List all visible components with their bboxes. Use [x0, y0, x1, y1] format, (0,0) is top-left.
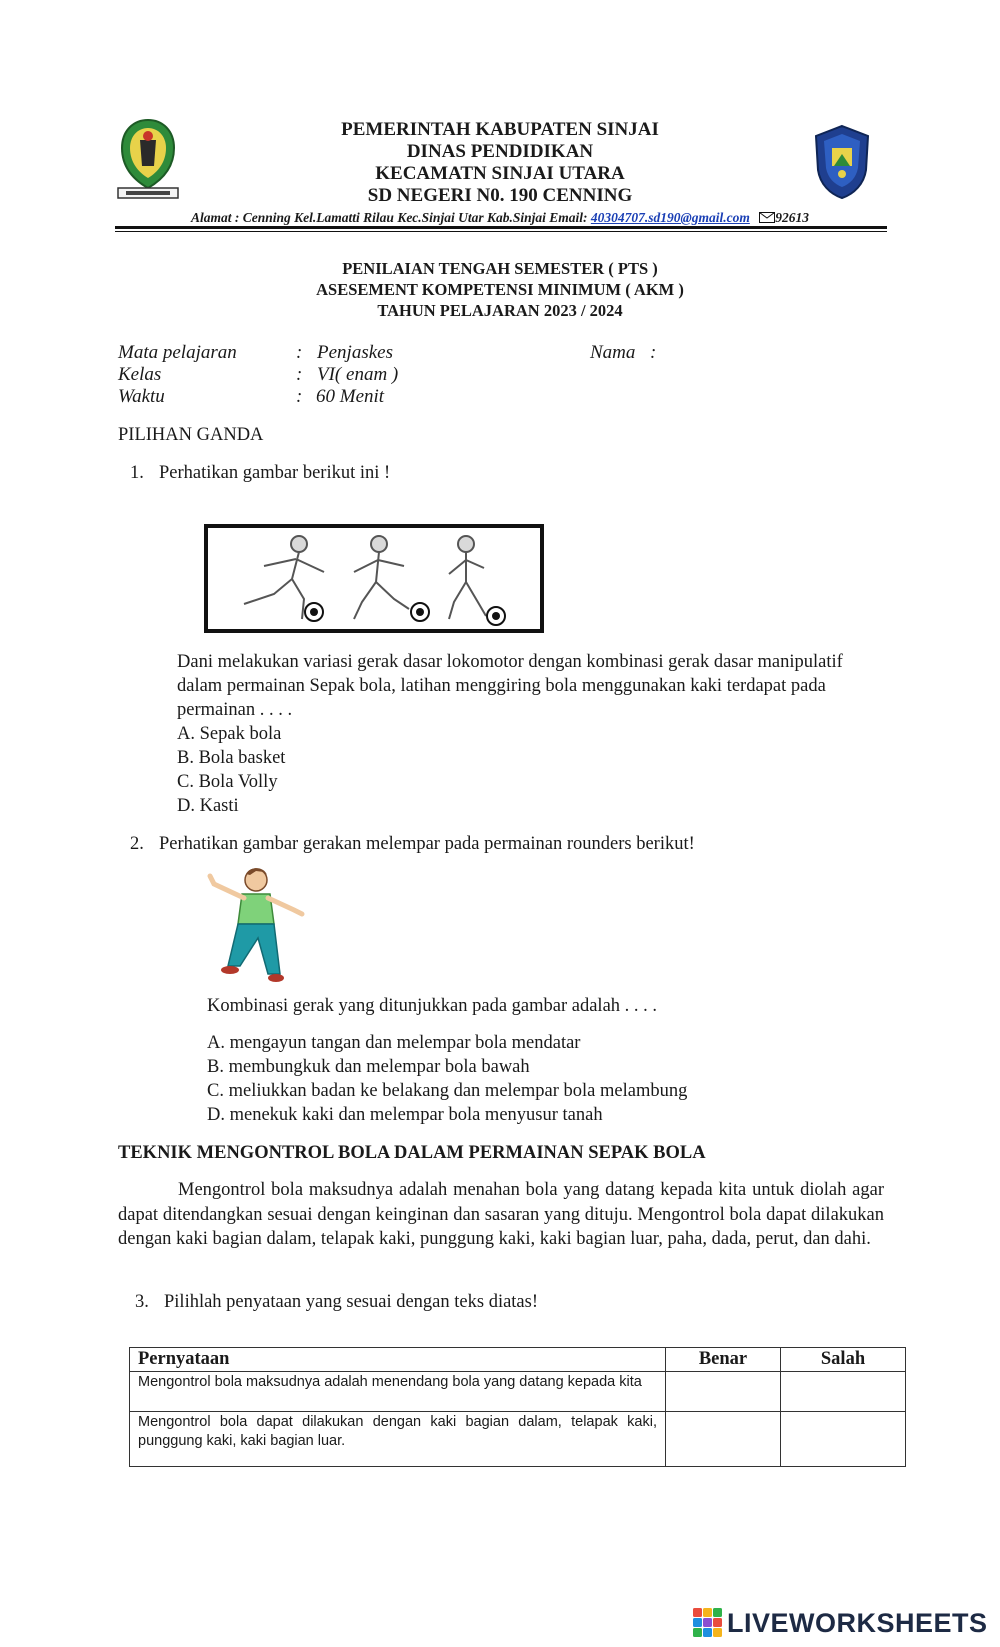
q1-text-line-2: dalam permainan Sepak bola, latihan menggiring bola menggunakan kaki terdapat pada	[177, 676, 826, 696]
dribbling-illustration	[204, 524, 544, 633]
address-line	[0, 210, 1000, 227]
exam-title-2: ASESEMENT KOMPETENSI MINIMUM ( AKM )	[316, 280, 684, 299]
q2-option-b[interactable]: B. membungkuk dan melempar bola bawah	[207, 1057, 530, 1077]
header-divider-thin	[115, 231, 887, 232]
header-divider-thick	[115, 226, 887, 229]
statement-cell: Mengontrol bola maksudnya adalah menendang bola yang datang kepada kita	[130, 1372, 666, 1412]
subject-colon: :	[296, 342, 303, 363]
q3-number: 3.	[135, 1292, 149, 1312]
name-colon: :	[650, 342, 657, 363]
class-colon: :	[296, 364, 303, 385]
true-cell[interactable]	[666, 1372, 781, 1412]
class-value: VI( enam )	[317, 364, 399, 385]
time-label: Waktu	[118, 386, 165, 407]
header-false: Salah	[781, 1348, 906, 1372]
q2-prompt: Perhatikan gambar gerakan melempar pada permainan rounders berikut!	[159, 834, 695, 854]
class-label: Kelas	[118, 364, 162, 385]
table-row	[130, 1372, 906, 1412]
time-value: 60 Menit	[316, 386, 385, 407]
q1-option-b[interactable]: B. Bola basket	[177, 748, 286, 768]
section-heading: TEKNIK MENGONTROL BOLA DALAM PERMAINAN SEPAK BOLA	[118, 1143, 706, 1163]
q2-number: 2.	[130, 834, 144, 854]
header-line-1: PEMERINTAH KABUPATEN SINJAI	[341, 119, 659, 140]
header-line-3: KECAMATN SINJAI UTARA	[375, 163, 625, 184]
header-line-2: DINAS PENDIDIKAN	[406, 141, 594, 162]
liveworksheets-icon	[693, 1608, 723, 1638]
q2-question: Kombinasi gerak yang ditunjukkan pada gambar adalah . . . .	[207, 996, 658, 1016]
exam-title-1: PENILAIAN TENGAH SEMESTER ( PTS )	[342, 259, 658, 278]
liveworksheets-text: LIVEWORKSHEETS	[727, 1608, 988, 1638]
mail-icon	[759, 211, 775, 227]
false-cell[interactable]	[781, 1412, 906, 1467]
liveworksheets-logo	[693, 1606, 993, 1640]
reading-paragraph: Mengontrol bola maksudnya adalah menahan bola yang datang kepada kita untuk diolah agar dapat ditendangkan sesuai dengan keinginan dan sasaran yang dituju. Mengontrol bola dapat dilakukan dengan kaki bagian dalam, telapak kaki, punggung kaki, kaki bagian luar, paha, dada, perut, dan dahi.	[118, 1180, 884, 1249]
time-colon: :	[296, 386, 303, 407]
q1-text-line-1: Dani melakukan variasi gerak dasar lokomotor dengan kombinasi gerak dasar manipulatif	[177, 652, 843, 672]
q1-option-a[interactable]: A. Sepak bola	[177, 724, 282, 744]
table-header-row	[130, 1348, 906, 1372]
header-line-4: SD NEGERI N0. 190 CENNING	[367, 185, 633, 206]
section-multiple-choice: PILIHAN GANDA	[118, 425, 264, 445]
false-cell[interactable]	[781, 1372, 906, 1412]
true-cell[interactable]	[666, 1412, 781, 1467]
q1-number: 1.	[130, 463, 144, 483]
table-row	[130, 1412, 906, 1467]
q1-text-line-3: permainan . . . .	[177, 700, 293, 720]
q1-option-d[interactable]: D. Kasti	[177, 796, 239, 816]
q2-option-c[interactable]: C. meliukkan badan ke belakang dan melempar bola melambung	[207, 1081, 688, 1101]
throwing-illustration	[206, 866, 312, 986]
exam-title-3: TAHUN PELAJARAN 2023 / 2024	[377, 301, 623, 320]
statement-cell: Mengontrol bola dapat dilakukan dengan kaki bagian dalam, telapak kaki, punggung kaki, kaki bagian luar.	[130, 1412, 666, 1467]
q1-prompt: Perhatikan gambar berikut ini !	[159, 463, 391, 483]
q2-option-d[interactable]: D. menekuk kaki dan melempar bola menyusur tanah	[207, 1105, 603, 1125]
q1-option-c[interactable]: C. Bola Volly	[177, 772, 278, 792]
header-statement: Pernyataan	[130, 1348, 666, 1372]
subject-value: Penjaskes	[317, 342, 393, 363]
statement-table	[129, 1347, 906, 1467]
postal-code: 92613	[775, 210, 809, 225]
subject-label: Mata pelajaran	[118, 342, 237, 363]
email-link[interactable]: 40304707.sd190@gmail.com	[590, 210, 750, 225]
q3-prompt: Pilihlah penyataan yang sesuai dengan teks diatas!	[164, 1292, 539, 1312]
q2-option-a[interactable]: A. mengayun tangan dan melempar bola mendatar	[207, 1033, 581, 1053]
address-text: Alamat : Cenning Kel.Lamatti Rilau Kec.Sinjai Utar Kab.Sinjai Email:	[191, 210, 591, 225]
header-true: Benar	[666, 1348, 781, 1372]
name-label: Nama	[590, 342, 636, 363]
